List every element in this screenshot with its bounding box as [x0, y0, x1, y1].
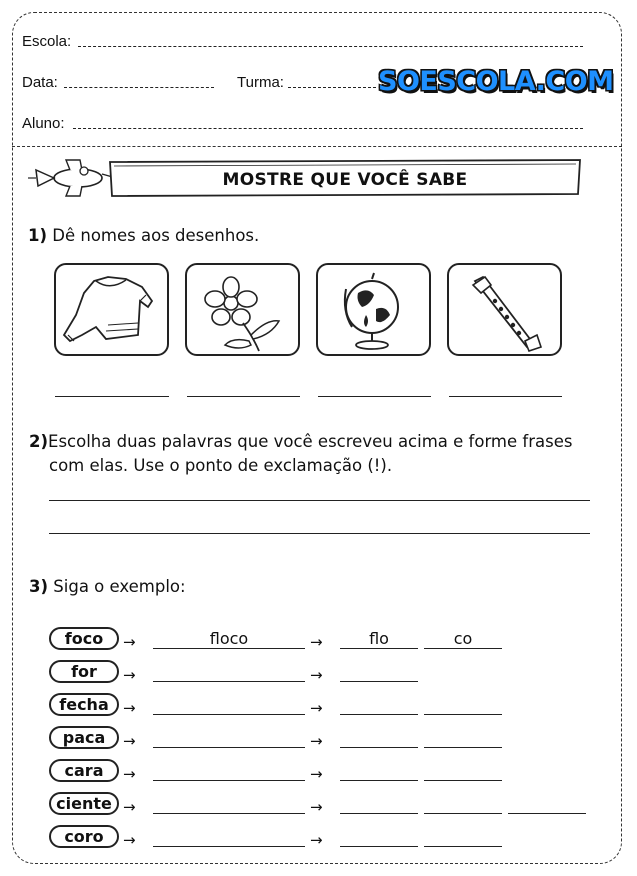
arrow-icon: → [123, 666, 136, 684]
airplane-icon [26, 156, 118, 200]
row5-syllable-line-2[interactable] [424, 780, 502, 781]
flute-icon [449, 265, 560, 354]
row6-word-line[interactable] [153, 813, 305, 814]
row4-word-line[interactable] [153, 747, 305, 748]
row6-syllable-line-3[interactable] [508, 813, 586, 814]
answer-line-3[interactable] [318, 396, 431, 397]
row3-word-line[interactable] [153, 714, 305, 715]
sentence-line-1[interactable] [49, 500, 590, 501]
row5-word-line[interactable] [153, 780, 305, 781]
row4-syllable-line-2[interactable] [424, 747, 502, 748]
escola-field[interactable] [78, 46, 583, 47]
arrow-icon: → [310, 798, 323, 816]
row3-syllable-line-2[interactable] [424, 714, 502, 715]
question-2 [29, 430, 572, 454]
data-label: Data: [22, 74, 58, 91]
flower-icon [187, 265, 298, 354]
sweater-icon [56, 265, 167, 354]
row5-syllable-line-1[interactable] [340, 780, 418, 781]
row3-syllable-line-1[interactable] [340, 714, 418, 715]
picture-box-globe [316, 263, 431, 356]
row7-word-line[interactable] [153, 846, 305, 847]
arrow-icon: → [123, 765, 136, 783]
row6-syllable-line-2[interactable] [424, 813, 502, 814]
turma-field[interactable] [288, 87, 376, 88]
row2-word-line[interactable] [153, 681, 305, 682]
sentence-line-2[interactable] [49, 533, 590, 534]
row6-syllable-line-1[interactable] [340, 813, 418, 814]
answer-line-1[interactable] [55, 396, 169, 397]
answer-line-2[interactable] [187, 396, 300, 397]
word-box-cara: cara [49, 759, 119, 782]
header-separator [12, 146, 622, 147]
question-2-line1: Escolha duas palavras que você escreveu acima e forme frases [48, 432, 573, 451]
arrow-icon: → [310, 831, 323, 849]
arrow-icon: → [310, 633, 323, 651]
picture-box-flute [447, 263, 562, 356]
word-box-for: for [49, 660, 119, 683]
row2-syllable-line-1[interactable] [340, 681, 418, 682]
word-box-ciente: ciente [49, 792, 119, 815]
question-1-text: Dê nomes aos desenhos. [52, 226, 260, 245]
question-3-text: Siga o exemplo: [53, 577, 186, 596]
row4-syllable-line-1[interactable] [340, 747, 418, 748]
banner-title: MOSTRE QUE VOCÊ SABE [222, 170, 468, 190]
example-syllable-2: co [453, 629, 473, 648]
turma-label: Turma: [237, 74, 284, 91]
arrow-icon: → [123, 732, 136, 750]
word-box-foco: foco [49, 627, 119, 650]
picture-box-flower [185, 263, 300, 356]
row1-word-line[interactable] [153, 648, 305, 649]
escola-label: Escola: [22, 33, 72, 50]
row1-syllable-line-2[interactable] [424, 648, 502, 649]
aluno-label: Aluno: [22, 115, 65, 132]
question-3 [29, 575, 186, 599]
globe-icon [318, 265, 429, 354]
word-box-coro: coro [49, 825, 119, 848]
arrow-icon: → [310, 699, 323, 717]
arrow-icon: → [310, 765, 323, 783]
row1-syllable-line-1[interactable] [340, 648, 418, 649]
row7-syllable-line-1[interactable] [340, 846, 418, 847]
answer-line-4[interactable] [449, 396, 562, 397]
row7-syllable-line-2[interactable] [424, 846, 502, 847]
question-2-number: 2) [29, 432, 49, 451]
picture-box-sweater [54, 263, 169, 356]
word-box-fecha: fecha [49, 693, 119, 716]
arrow-icon: → [310, 666, 323, 684]
data-field[interactable] [64, 87, 214, 88]
example-syllable-1: flo [369, 629, 389, 648]
question-1 [28, 224, 259, 248]
question-2-line2: com elas. Use o ponto de exclamação (!). [49, 456, 393, 475]
arrow-icon: → [123, 798, 136, 816]
arrow-icon: → [123, 699, 136, 717]
arrow-icon: → [123, 633, 136, 651]
site-logo: SOESCOLA.COM [378, 66, 614, 97]
arrow-icon: → [123, 831, 136, 849]
arrow-icon: → [310, 732, 323, 750]
example-word: floco [209, 629, 249, 648]
question-1-number: 1) [28, 226, 48, 245]
aluno-field[interactable] [73, 128, 583, 129]
question-3-number: 3) [29, 577, 49, 596]
word-box-paca: paca [49, 726, 119, 749]
